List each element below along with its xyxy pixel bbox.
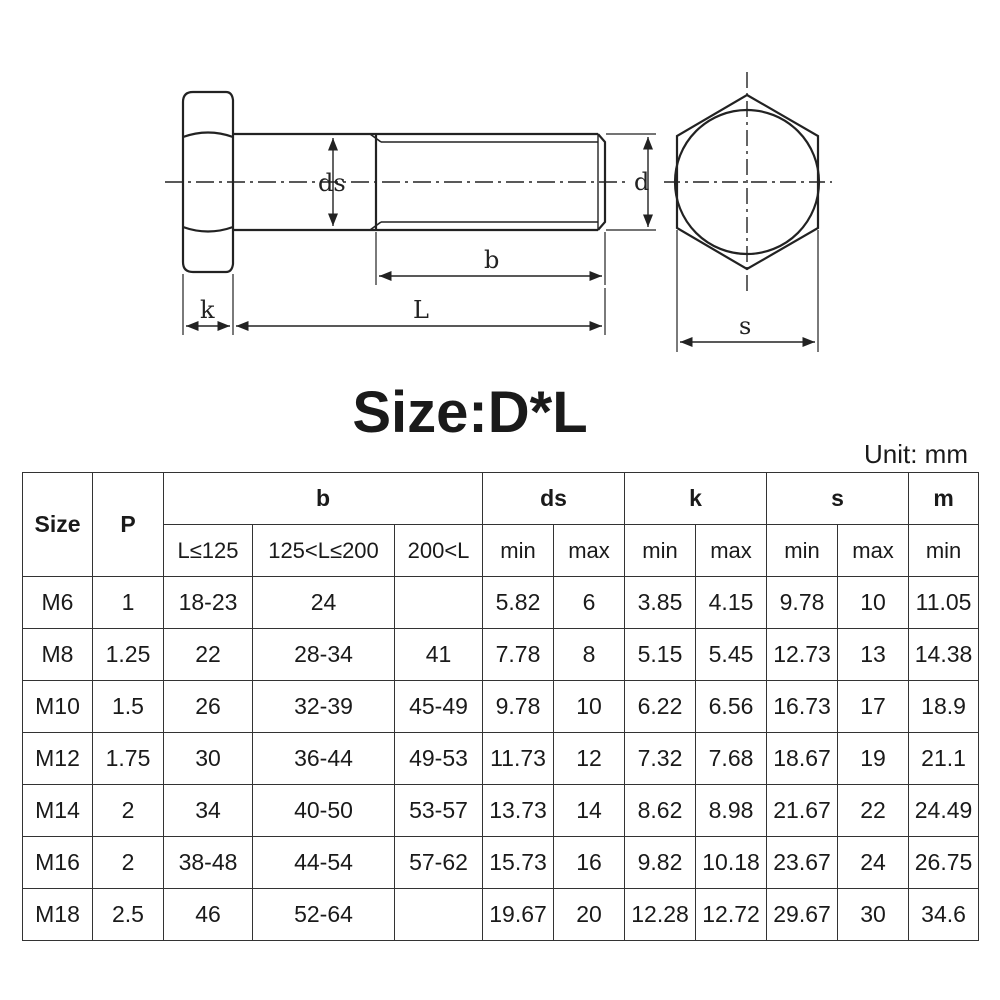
table-cell: 24.49 <box>909 785 979 837</box>
table-cell <box>395 577 483 629</box>
header-s: s <box>767 473 909 525</box>
subheader: max <box>838 525 909 577</box>
size-cell: M6 <box>23 577 93 629</box>
table-cell: 5.82 <box>483 577 554 629</box>
table-cell: 30 <box>838 889 909 941</box>
table-cell: 49-53 <box>395 733 483 785</box>
table-cell: 12.28 <box>625 889 696 941</box>
label-b: b <box>484 246 500 274</box>
table-row <box>23 577 979 629</box>
label-d: d <box>634 168 650 196</box>
table-cell: 21.67 <box>767 785 838 837</box>
header-k: k <box>625 473 767 525</box>
table-cell: 19.67 <box>483 889 554 941</box>
table-cell: 1.5 <box>93 681 164 733</box>
table-cell: 17 <box>838 681 909 733</box>
table-row <box>23 785 979 837</box>
table-cell: 10 <box>838 577 909 629</box>
table-cell: 46 <box>164 889 253 941</box>
table-cell: 22 <box>838 785 909 837</box>
table-cell: 18.9 <box>909 681 979 733</box>
table-body <box>23 577 979 941</box>
table-cell: 20 <box>554 889 625 941</box>
table-cell: 6.56 <box>696 681 767 733</box>
label-k: k <box>200 296 215 324</box>
bolt-size-table <box>22 472 979 941</box>
table-cell: 2 <box>93 785 164 837</box>
table-cell: 34 <box>164 785 253 837</box>
header-p: P <box>93 473 164 577</box>
subheader: max <box>696 525 767 577</box>
table-cell: 16.73 <box>767 681 838 733</box>
label-s: s <box>739 312 752 340</box>
header-ds: ds <box>483 473 625 525</box>
header-size: Size <box>23 473 93 577</box>
table-cell: 26.75 <box>909 837 979 889</box>
size-cell: M14 <box>23 785 93 837</box>
table-cell: 14.38 <box>909 629 979 681</box>
table-row <box>23 889 979 941</box>
table-cell: 52-64 <box>253 889 395 941</box>
table-cell: 9.78 <box>483 681 554 733</box>
table-cell: 9.82 <box>625 837 696 889</box>
table-cell: 44-54 <box>253 837 395 889</box>
table-cell: 2 <box>93 837 164 889</box>
table-cell: 6 <box>554 577 625 629</box>
table-cell: 23.67 <box>767 837 838 889</box>
subheader: L≤125 <box>164 525 253 577</box>
table-cell <box>395 889 483 941</box>
table-cell: 28-34 <box>253 629 395 681</box>
table-cell: 15.73 <box>483 837 554 889</box>
table-cell: 21.1 <box>909 733 979 785</box>
page-title: Size:D*L <box>352 380 588 445</box>
subheader: min <box>909 525 979 577</box>
table-row <box>23 733 979 785</box>
table-cell: 7.78 <box>483 629 554 681</box>
label-ds: ds <box>318 169 346 197</box>
table-cell: 24 <box>253 577 395 629</box>
table-cell: 10.18 <box>696 837 767 889</box>
table-cell: 8.62 <box>625 785 696 837</box>
table-cell: 12.73 <box>767 629 838 681</box>
subheader: 200<L <box>395 525 483 577</box>
table-cell: 38-48 <box>164 837 253 889</box>
subheader: min <box>483 525 554 577</box>
table-cell: 57-62 <box>395 837 483 889</box>
header-b: b <box>164 473 483 525</box>
table-cell: 22 <box>164 629 253 681</box>
table-cell: 7.32 <box>625 733 696 785</box>
table-cell: 40-50 <box>253 785 395 837</box>
bolt-technical-drawing <box>0 0 1000 370</box>
table-cell: 16 <box>554 837 625 889</box>
header-m: m <box>909 473 979 525</box>
table-cell: 1.25 <box>93 629 164 681</box>
unit-label: Unit: mm <box>864 439 968 469</box>
label-L: L <box>413 296 429 324</box>
table-cell: 18.67 <box>767 733 838 785</box>
table-row <box>23 681 979 733</box>
table-cell: 13 <box>838 629 909 681</box>
size-cell: M18 <box>23 889 93 941</box>
table-cell: 9.78 <box>767 577 838 629</box>
table-cell: 13.73 <box>483 785 554 837</box>
table-cell: 8.98 <box>696 785 767 837</box>
table-cell: 29.67 <box>767 889 838 941</box>
size-cell: M10 <box>23 681 93 733</box>
subheader: min <box>625 525 696 577</box>
subheader: max <box>554 525 625 577</box>
table-cell: 30 <box>164 733 253 785</box>
size-cell: M8 <box>23 629 93 681</box>
subheader: 125<L≤200 <box>253 525 395 577</box>
table-cell: 24 <box>838 837 909 889</box>
table-cell: 4.15 <box>696 577 767 629</box>
table-cell: 7.68 <box>696 733 767 785</box>
table-cell: 1 <box>93 577 164 629</box>
table-row <box>23 629 979 681</box>
table-cell: 5.15 <box>625 629 696 681</box>
table-cell: 1.75 <box>93 733 164 785</box>
table-cell: 5.45 <box>696 629 767 681</box>
dimension-labels <box>200 168 751 340</box>
table-cell: 36-44 <box>253 733 395 785</box>
table-cell: 53-57 <box>395 785 483 837</box>
table-cell: 10 <box>554 681 625 733</box>
table-cell: 14 <box>554 785 625 837</box>
table-cell: 45-49 <box>395 681 483 733</box>
table-cell: 41 <box>395 629 483 681</box>
table-cell: 34.6 <box>909 889 979 941</box>
table-cell: 12.72 <box>696 889 767 941</box>
table-cell: 19 <box>838 733 909 785</box>
table-cell: 18-23 <box>164 577 253 629</box>
table-row <box>23 837 979 889</box>
table-cell: 11.05 <box>909 577 979 629</box>
table-cell: 26 <box>164 681 253 733</box>
subheader: min <box>767 525 838 577</box>
table-cell: 6.22 <box>625 681 696 733</box>
table-cell: 12 <box>554 733 625 785</box>
table-cell: 2.5 <box>93 889 164 941</box>
size-cell: M12 <box>23 733 93 785</box>
size-cell: M16 <box>23 837 93 889</box>
table-cell: 3.85 <box>625 577 696 629</box>
table-cell: 32-39 <box>253 681 395 733</box>
table-cell: 8 <box>554 629 625 681</box>
table-cell: 11.73 <box>483 733 554 785</box>
